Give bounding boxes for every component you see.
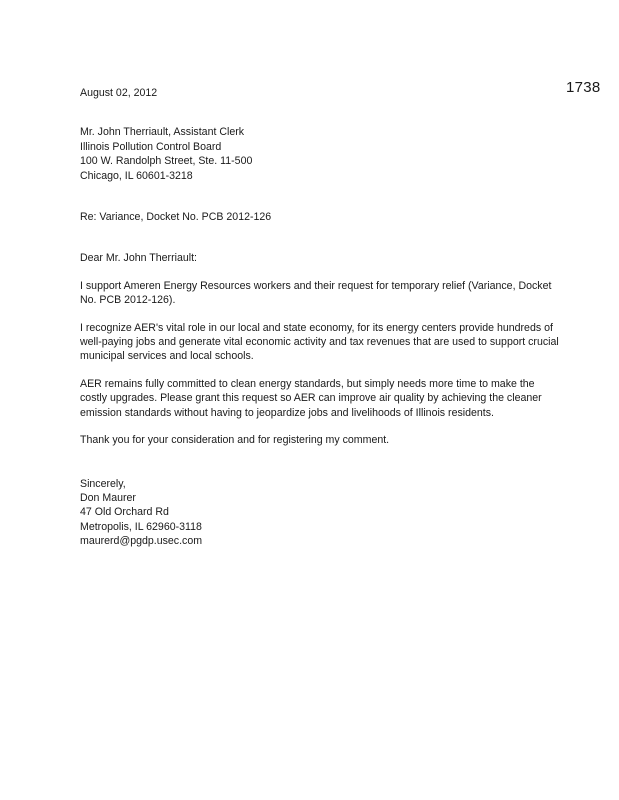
sender-street: 47 Old Orchard Rd — [80, 506, 169, 519]
body-paragraph: Thank you for your consideration and for registering my comment. — [80, 434, 390, 447]
signature-block — [80, 477, 560, 549]
letter-body — [80, 86, 560, 549]
sender-name: Don Maurer — [80, 491, 136, 504]
body-paragraph: I recognize AER's vital role in our local and state economy, for its energy centers provide hundreds of well-paying jobs and generate vital economic activity and tax revenues that are used to support crucial municipal services and local schools. — [80, 321, 559, 363]
document-number: 1738 — [566, 79, 601, 96]
sender-email: maurerd@pgdp.usec.com — [80, 535, 203, 548]
subject-line: Re: Variance, Docket No. PCB 2012-126 — [80, 211, 272, 224]
body-paragraph: I support Ameren Energy Resources workers and their request for temporary relief (Variance, Docket No. PCB 2012-126). — [80, 279, 552, 307]
recipient-address — [80, 125, 560, 183]
recipient-organization: Illinois Pollution Control Board — [80, 140, 222, 153]
closing: Sincerely, — [80, 477, 126, 490]
recipient-name: Mr. John Therriault, Assistant Clerk — [80, 126, 245, 139]
recipient-city: Chicago, IL 60601-3218 — [80, 169, 193, 182]
letter-date: August 02, 2012 — [80, 87, 158, 99]
body-paragraph: AER remains fully committed to clean energy standards, but simply needs more time to make the costly upgrades. Please grant this request so AER can improve air quality by achieving the cleaner emission standards without having to jeopardize jobs and livelihoods of Illinois residents. — [80, 377, 542, 419]
sender-city: Metropolis, IL 62960-3118 — [80, 520, 202, 533]
recipient-street: 100 W. Randolph Street, Ste. 11-500 — [80, 155, 253, 168]
salutation: Dear Mr. John Therriault: — [80, 252, 197, 265]
